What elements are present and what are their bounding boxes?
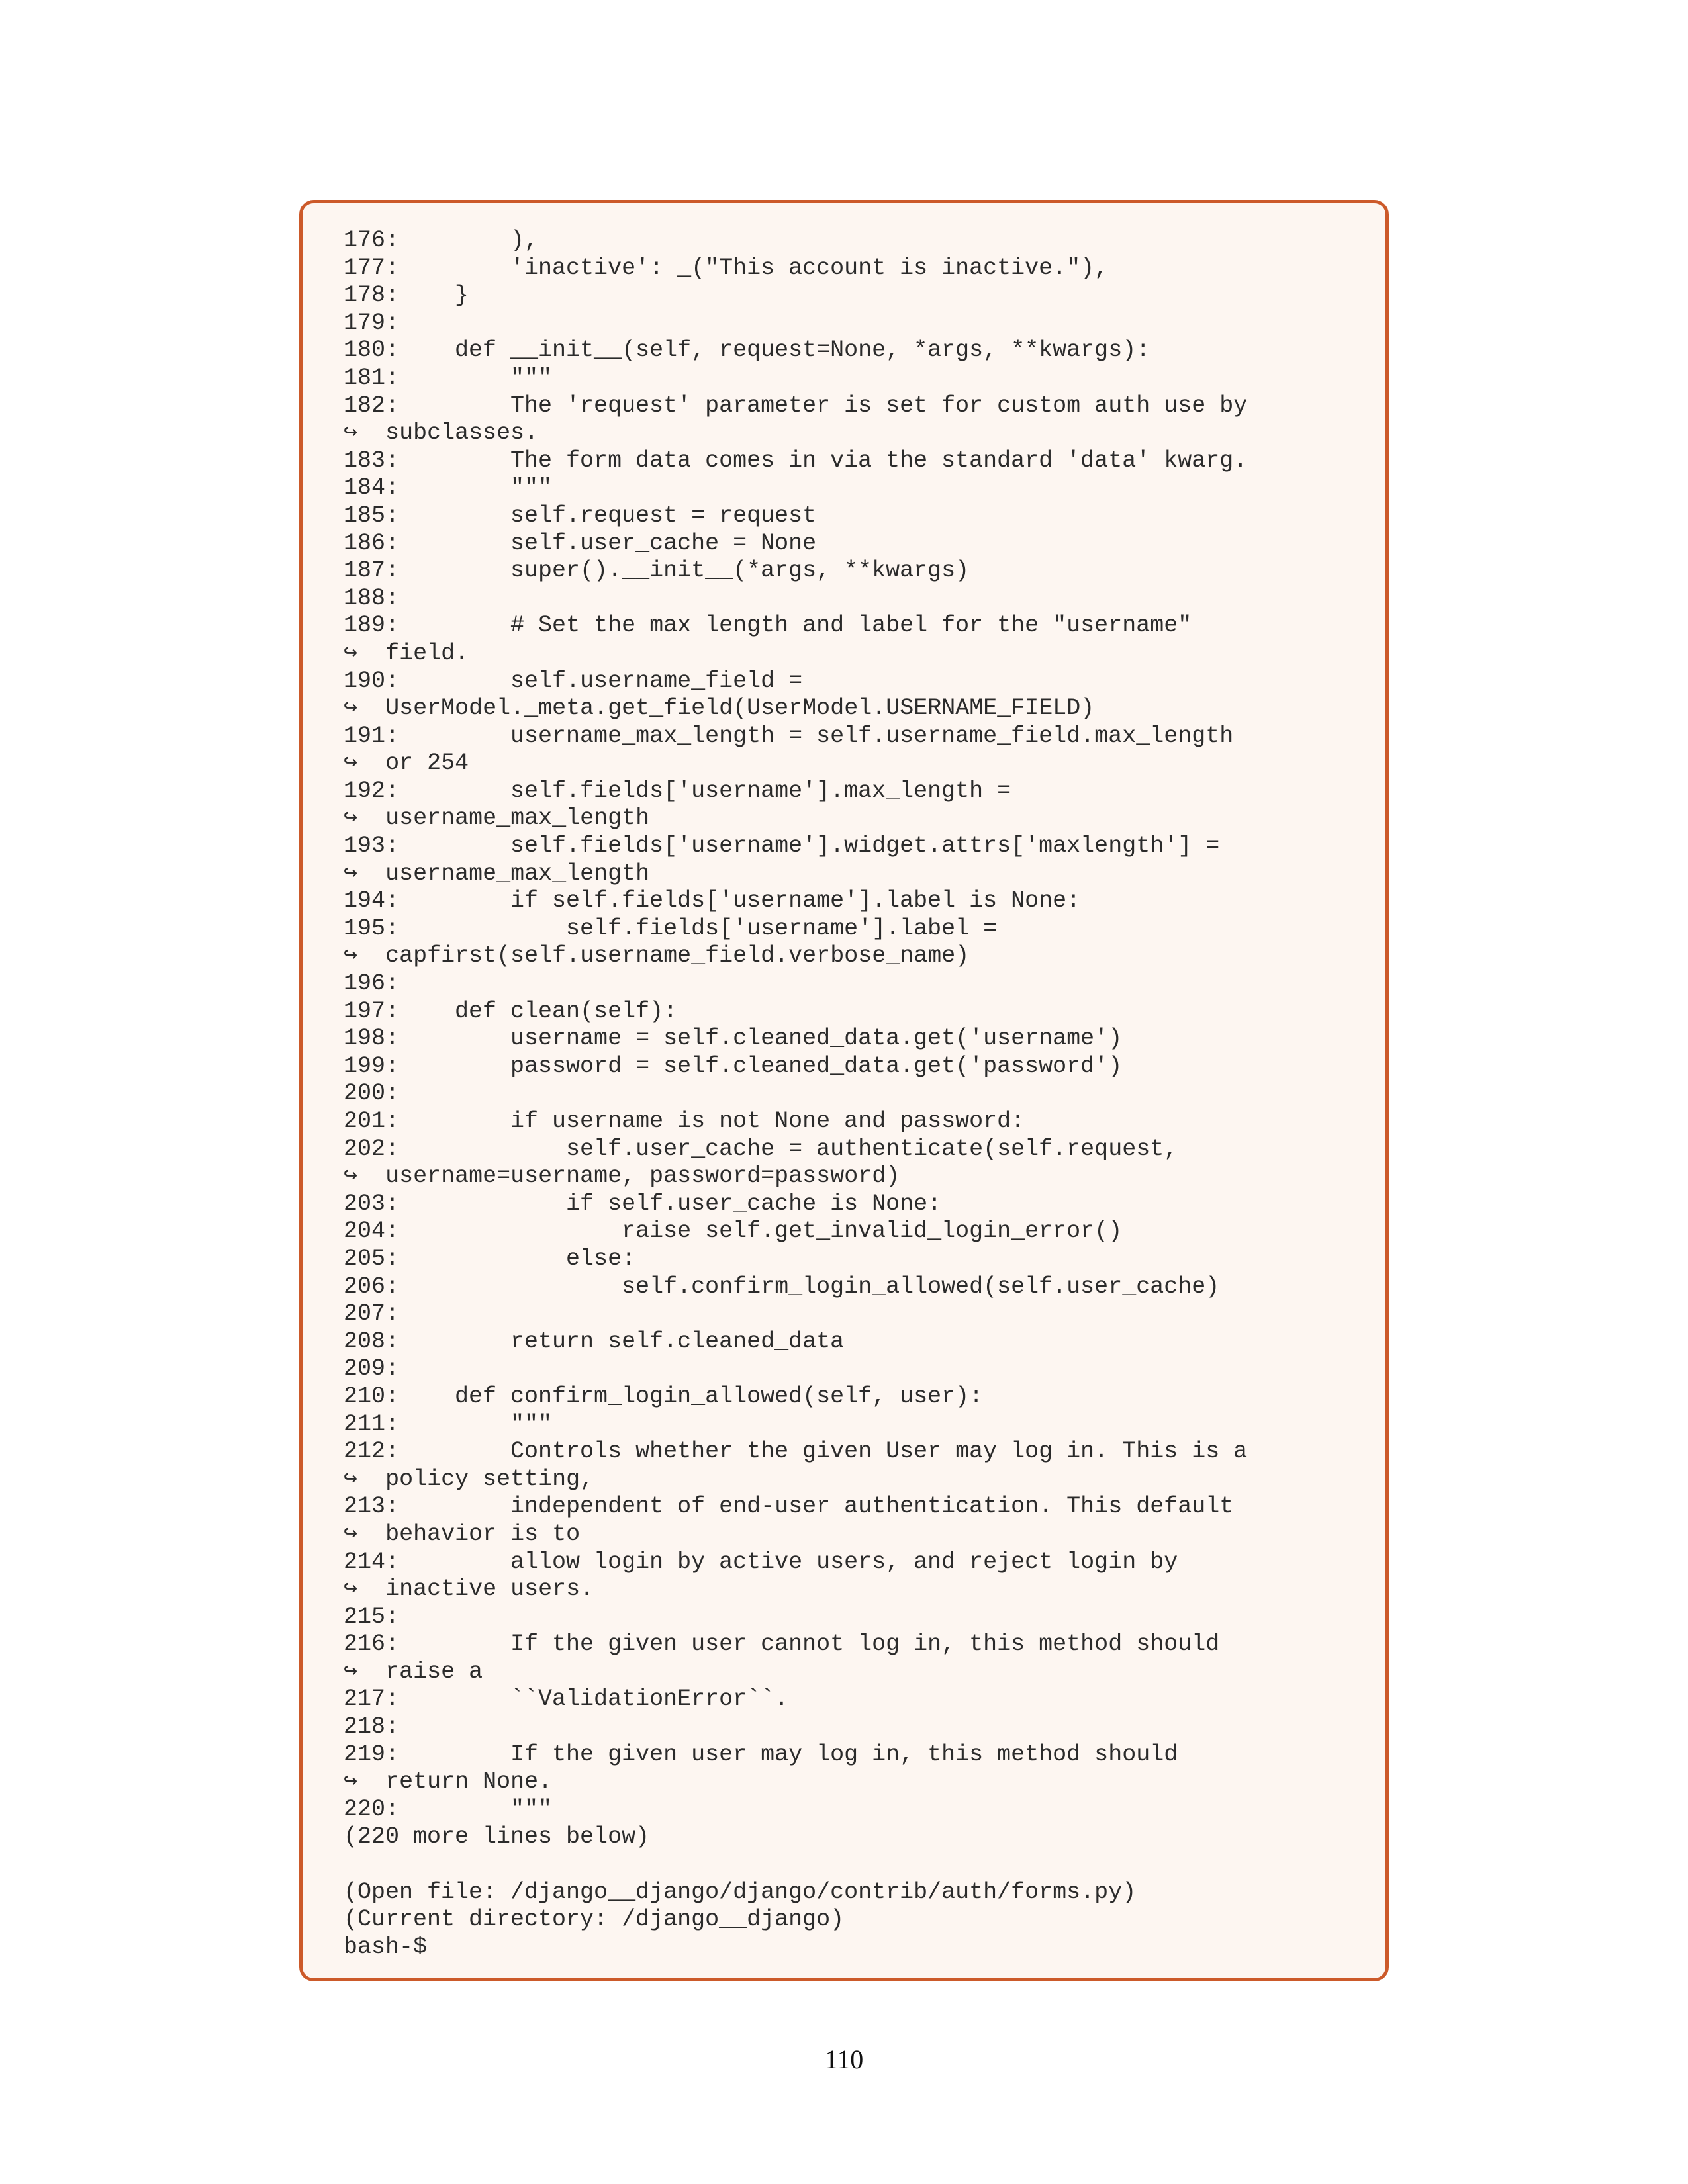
code-listing [344,227,1359,1961]
code-line: 188: [344,584,400,612]
code-line: 215: [344,1603,400,1630]
code-line: 210: def confirm_login_allowed(self, user): [344,1383,984,1410]
code-line: 201: if username is not None and password: [344,1108,1025,1134]
code-line-continuation: ↪ behavior is to [344,1520,581,1547]
code-line-continuation: ↪ username=username, password=password) [344,1163,900,1190]
code-line: (Open file: /django__django/django/contrib/auth/forms.py) [344,1878,1137,1905]
code-line-continuation: ↪ raise a [344,1658,483,1685]
code-line: 208: return self.cleaned_data [344,1328,845,1355]
code-line-continuation: ↪ subclasses. [344,420,539,447]
code-line: 205: else: [344,1245,636,1272]
code-line-continuation: ↪ field. [344,639,469,666]
code-line: 176: ), [344,227,539,253]
code-line-continuation: ↪ policy setting, [344,1465,594,1492]
code-line-continuation: ↪ or 254 [344,750,469,777]
code-line: 216: If the given user cannot log in, this method should [344,1631,1220,1658]
code-line: 206: self.confirm_login_allowed(self.user_cache) [344,1273,1220,1300]
code-line: bash-$ [344,1933,428,1960]
code-line: 192: self.fields['username'].max_length = [344,777,1011,804]
code-line: 181: """ [344,364,553,391]
code-line: 211: """ [344,1410,553,1437]
code-line: 180: def __init__(self, request=None, *args, **kwargs): [344,337,1150,364]
code-line-continuation: ↪ username_max_length [344,860,650,887]
code-line: 189: # Set the max length and label for the "username" [344,612,1192,639]
code-line: 193: self.fields['username'].widget.attrs['maxlength'] = [344,833,1220,860]
code-line: 178: } [344,282,469,309]
code-line: 200: [344,1080,400,1107]
code-line: 185: self.request = request [344,502,817,529]
code-line: 190: self.username_field = [344,667,803,694]
code-line: 219: If the given user may log in, this method should [344,1741,1178,1768]
code-line: 179: [344,309,400,336]
code-line: (Current directory: /django__django) [344,1906,845,1933]
code-line-continuation: ↪ inactive users. [344,1576,594,1603]
code-line: 191: username_max_length = self.username_field.max_length [344,722,1234,749]
code-line: 218: [344,1713,400,1741]
code-line: 202: self.user_cache = authenticate(self.request, [344,1135,1178,1162]
code-line: 214: allow login by active users, and reject login by [344,1548,1178,1575]
code-line: 187: super().__init__(*args, **kwargs) [344,557,970,584]
code-line: 195: self.fields['username'].label = [344,915,998,942]
code-line-continuation: ↪ capfirst(self.username_field.verbose_name) [344,942,970,970]
code-line: 184: """ [344,475,553,502]
code-line: 204: raise self.get_invalid_login_error() [344,1218,1123,1245]
code-line-continuation: ↪ UserModel._meta.get_field(UserModel.USERNAME_FIELD) [344,695,1095,722]
code-line-continuation: ↪ username_max_length [344,805,650,832]
code-line: 198: username = self.cleaned_data.get('username') [344,1025,1123,1052]
code-line: 213: independent of end-user authentication. This default [344,1493,1234,1520]
code-line: (220 more lines below) [344,1823,650,1850]
terminal-output-panel [299,200,1389,1981]
code-line: 194: if self.fields['username'].label is None: [344,887,1081,915]
code-line: 209: [344,1355,400,1383]
code-line: 203: if self.user_cache is None: [344,1190,942,1217]
code-line: 186: self.user_cache = None [344,529,817,557]
code-line: 177: 'inactive': _("This account is inactive."), [344,254,1109,281]
code-line: 212: Controls whether the given User may log in. This is a [344,1438,1248,1465]
code-line: 197: def clean(self): [344,997,678,1024]
code-line [344,1851,1359,1879]
code-line: 183: The form data comes in via the standard 'data' kwarg. [344,447,1248,474]
code-line: 199: password = self.cleaned_data.get('password') [344,1052,1123,1079]
code-line: 217: ``ValidationError``. [344,1686,789,1713]
page-number: 110 [824,2044,864,2074]
code-line: 196: [344,970,400,997]
code-line: 207: [344,1300,400,1328]
code-line: 182: The 'request' parameter is set for custom auth use by [344,392,1248,419]
code-line-continuation: ↪ return None. [344,1768,553,1796]
code-line: 220: """ [344,1796,553,1823]
